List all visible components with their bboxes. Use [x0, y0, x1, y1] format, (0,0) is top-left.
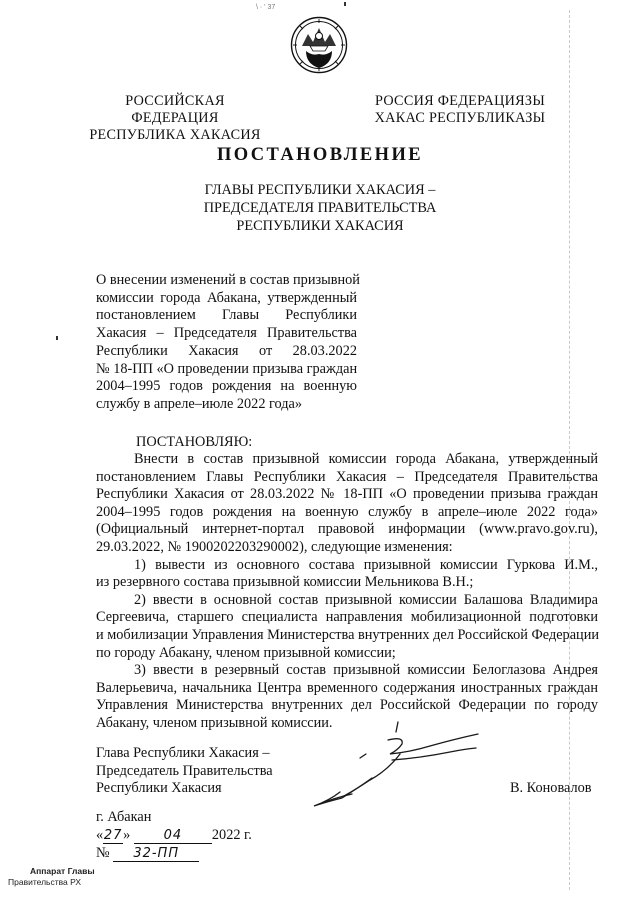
body-line: Управления Министерства внутренних дел Российской Федерации по городу — [96, 697, 598, 714]
header-right-line: ХАКАС РЕСПУБЛИКАЗЫ — [374, 110, 546, 126]
body-line: и мобилизации Управления Министерства внутренних дел Российской Федерации — [96, 626, 600, 643]
scan-speck — [56, 336, 58, 340]
subject-line: службу в апреле–июле 2022 года» — [96, 395, 303, 412]
date-quote-open: « — [96, 827, 104, 843]
number-value: 32-ПП — [113, 846, 199, 862]
header-left — [80, 93, 270, 144]
top-mark: \ · ' 37 — [256, 4, 276, 11]
stamp-line: Аппарат Главы — [30, 866, 95, 876]
signatory-line: Глава Республики Хакасия – — [96, 745, 270, 761]
registration-stamp — [8, 866, 95, 888]
header-left-line: РЕСПУБЛИКА ХАКАСИЯ — [89, 127, 261, 143]
subject-line: постановлением Главы Республики — [96, 307, 357, 324]
date-line — [96, 826, 252, 844]
handwritten-signature — [300, 718, 480, 813]
body-line: (Официальный интернет-портал правовой информации (www.pravo.gov.ru), — [96, 521, 598, 538]
resolution-heading: ПОСТАНОВЛЯЮ: — [136, 434, 253, 450]
document-subtitle — [150, 181, 490, 235]
scan-speck — [344, 2, 346, 6]
subject-line: О внесении изменений в состав призывной — [96, 272, 360, 288]
signatory-line: Республики Хакасия — [96, 780, 222, 797]
header-left-line: РОССИЙСКАЯ ФЕДЕРАЦИЯ — [125, 93, 225, 126]
subtitle-line: РЕСПУБЛИКИ ХАКАСИЯ — [236, 218, 404, 234]
subject-line: № 18-ПП «О проведении призыва граждан — [96, 360, 358, 377]
body-line: 2) ввести в основной состав призывной комиссии Балашова Владимира — [134, 591, 598, 608]
date-month: 04 — [134, 828, 212, 844]
resolution-body — [96, 451, 598, 733]
body-line: постановлением Главы Республики Хакасия – Председателя Правительства — [96, 468, 598, 485]
subject-line: Республики Хакасия от 28.03.2022 — [96, 342, 357, 359]
signatory-line: Председатель Правительства — [96, 762, 273, 779]
body-line: Валерьевича, начальника Центра временного содержания иностранных граждан — [96, 679, 598, 696]
signatory-position — [96, 745, 273, 798]
body-line: 3) ввести в резервный состав призывной комиссии Белоглазова Андрея — [134, 662, 598, 679]
body-line: 29.03.2022, № 1900202203290002), следующие изменения: — [96, 538, 453, 555]
document-title: ПОСТАНОВЛЕНИЕ — [216, 145, 423, 165]
stamp-line: Правительства РХ — [8, 877, 82, 887]
subject-line: комиссии города Абакана, утвержденный — [96, 289, 357, 306]
body-line: Внести в состав призывной комиссии города Абакана, утвержденный — [134, 451, 598, 467]
body-line: из резервного состава призывной комиссии Мельникова В.Н.; — [96, 574, 474, 591]
body-line: 1) вывести из основного состава призывной комиссии Гуркова И.М., — [134, 556, 598, 573]
fold-line — [569, 10, 570, 890]
subtitle-line: ГЛАВЫ РЕСПУБЛИКИ ХАКАСИЯ – — [204, 182, 436, 198]
number-line — [96, 844, 252, 862]
place-and-date — [96, 808, 252, 862]
body-line: Сергеевича, старшего специалиста направления мобилизационной подготовки — [96, 609, 598, 626]
subject-line: Хакасия – Председателя Правительства — [96, 325, 357, 342]
city: г. Абакан — [96, 809, 152, 825]
emblem-icon — [290, 16, 348, 74]
header-right-line: РОССИЯ ФЕДЕРАЦИЯЗЫ — [374, 93, 546, 109]
body-line: Абакану, членом призывной комиссии. — [96, 714, 333, 731]
body-line: по городу Абакану, членом призывной комиссии; — [96, 644, 396, 661]
header-right — [365, 93, 555, 127]
body-line: 2004–1995 годов рождения на военную службу в апреле–июле 2022 года» — [96, 503, 598, 520]
signatory-name: В. Коновалов — [510, 780, 592, 796]
subject-block — [96, 272, 360, 414]
number-label: № — [96, 845, 110, 861]
date-quote-close: » — [123, 827, 131, 843]
body-line: Республики Хакасия от 28.03.2022 № 18-ПП «О проведении призыва граждан — [96, 486, 598, 503]
date-year: 2022 г. — [211, 827, 252, 843]
subject-line: 2004–1995 годов рождения на военную — [96, 378, 357, 395]
date-day: 27 — [103, 828, 123, 843]
subtitle-line: ПРЕДСЕДАТЕЛЯ ПРАВИТЕЛЬСТВА — [203, 200, 437, 216]
